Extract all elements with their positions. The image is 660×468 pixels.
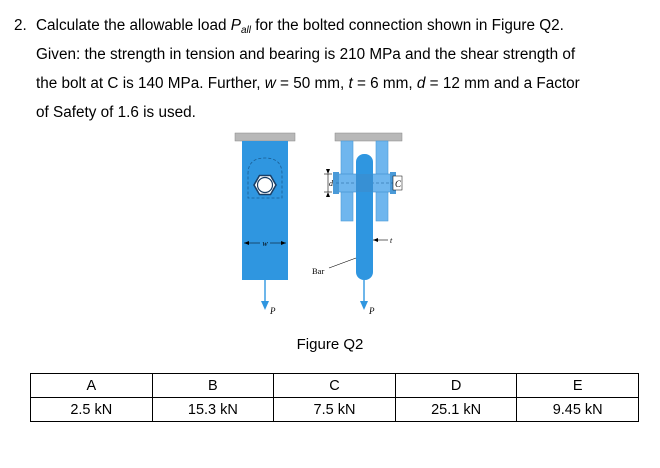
option-header-d: D — [395, 374, 517, 398]
line3-part-c: = 6 mm, — [352, 75, 417, 92]
option-value-d: 25.1 kN — [395, 398, 517, 422]
options-header-row — [31, 374, 639, 398]
bar-leader-line — [329, 258, 356, 268]
question-line3 — [14, 69, 642, 98]
t-symbol: t — [348, 75, 353, 92]
d-label: d — [329, 179, 333, 188]
option-header-e: E — [517, 374, 639, 398]
d-arrow-top — [326, 169, 330, 174]
left-support-plate — [235, 133, 295, 141]
bar-label: Bar — [312, 266, 325, 276]
w-symbol: w — [264, 75, 276, 92]
answer-options-table — [30, 373, 639, 422]
p-right-label: P — [369, 306, 375, 316]
p-symbol: P — [230, 17, 241, 34]
d-arrow-bottom — [326, 192, 330, 197]
option-header-c: C — [274, 374, 396, 398]
d-symbol: d — [416, 75, 426, 92]
c-label: C — [395, 179, 402, 189]
bolt-head-circle — [258, 178, 273, 193]
w-label: w — [262, 239, 268, 248]
figure-caption: Figure Q2 — [296, 336, 364, 353]
question-line4: of Safety of 1.6 is used. — [36, 104, 196, 121]
t-arrow — [373, 238, 378, 242]
t-label: t — [390, 236, 393, 245]
option-value-c: 7.5 kN — [274, 398, 396, 422]
p-left-arrowhead — [261, 301, 269, 310]
figure-svg — [232, 128, 412, 328]
option-value-a: 2.5 kN — [31, 398, 153, 422]
question-line2: Given: the strength in tension and bearing is 210 MPa and the shear strength of — [36, 46, 576, 63]
line3-part-d: = 12 mm and a Factor — [425, 75, 580, 92]
p-right-arrowhead — [360, 301, 368, 310]
option-header-a: A — [31, 374, 153, 398]
option-value-b: 15.3 kN — [152, 398, 274, 422]
question-line1-start: Calculate the allowable load — [36, 17, 231, 34]
line3-part-a: the bolt at C is 140 MPa. Further, — [36, 75, 265, 92]
right-support-plate — [335, 133, 402, 141]
line3-part-b: = 50 mm, — [275, 75, 349, 92]
p-subscript: all — [240, 25, 251, 36]
option-header-b: B — [152, 374, 274, 398]
bar-bolt-overlap — [356, 174, 373, 192]
options-value-row — [31, 398, 639, 422]
left-bar — [242, 141, 288, 280]
right-bar — [356, 154, 373, 280]
question-number: 2. — [14, 17, 27, 34]
question-text — [14, 11, 642, 127]
question-line1-end: for the bolted connection shown in Figure Q2. — [250, 17, 564, 34]
bolted-connection-figure — [232, 128, 412, 328]
p-left-label: P — [270, 306, 276, 316]
option-value-e: 9.45 kN — [517, 398, 639, 422]
p-all-symbol — [231, 17, 251, 34]
